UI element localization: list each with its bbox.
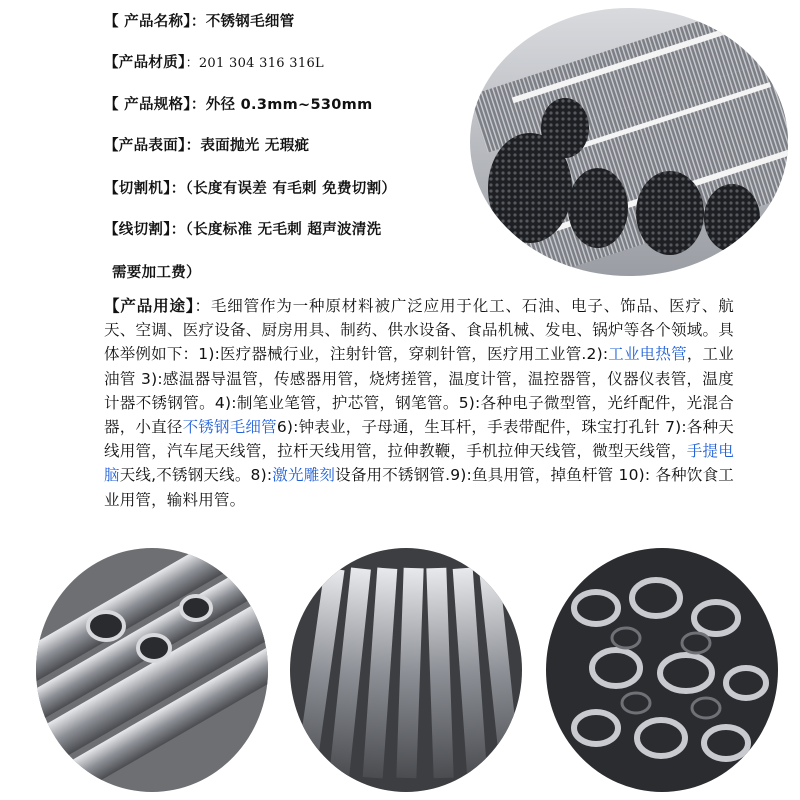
usage-text: ：毛细管作为一种原材料被广泛应用于化工、石油、电子、饰品、医疗、航天、空调、医疗设备、厨房用具、制药、供水设备、食品机械、发电、锅炉等各个领域。具体举例如下：1):医疗器械行业，注射针管，穿刺针管，医疗用工业管.2): xyxy=(104,297,734,364)
product-usage-paragraph xyxy=(104,294,734,512)
usage-heading: 【产品用途】 xyxy=(104,297,195,315)
spec-value: ：（长度有误差 有毛刺 免费切割） xyxy=(170,181,397,197)
spec-label: 【切割机】 xyxy=(104,181,171,197)
spec-value: ：表面抛光 无瑕疵 xyxy=(185,138,310,154)
usage-text: ，工业油管 3):感温器导温管，传感器用管，烧烤搓管，温度计管，温控器管，仪器仪表管，温度计器不锈钢管。4):制笔业笔管，护芯管，钢笔管。5):各种电子微型管，光纤配件，光混合器，小直径 xyxy=(104,345,734,437)
spec-product-name xyxy=(104,10,295,31)
usage-text: 天线,不锈钢天线。8): xyxy=(119,466,273,485)
spec-size xyxy=(104,93,373,114)
spec-value: ：（长度标准 无毛刺 超声波清洗 xyxy=(170,222,382,238)
spec-label: 【 产品名称】 xyxy=(104,14,191,30)
usage-text: 设备用不锈钢管.9):鱼具用管，掉鱼杆管 10): 各种饮食工业用管，输料用管。 xyxy=(104,466,734,509)
tubes-row-image xyxy=(290,548,522,792)
short-tube-pieces-image xyxy=(546,548,778,792)
link-stainless-capillary[interactable]: 不锈钢毛细管 xyxy=(182,418,277,437)
link-industrial-heating-tube[interactable]: 工业电热管 xyxy=(608,345,687,364)
spec-label: 【产品材质】 xyxy=(104,55,186,71)
spec-value: ：外径 0.3mm~530mm xyxy=(190,97,373,113)
spec-surface xyxy=(104,134,309,155)
spec-label: 【 产品规格】 xyxy=(104,97,191,113)
spec-value: ：不锈钢毛细管 xyxy=(190,14,295,30)
link-laptop[interactable]: 手提电脑 xyxy=(104,442,734,485)
spec-value: 需要加工费） xyxy=(112,265,201,281)
link-laser-engraving[interactable]: 激光雕刻 xyxy=(272,466,336,485)
spec-label: 【线切割】 xyxy=(104,222,171,238)
tube-bundles-image xyxy=(470,8,788,276)
spec-wire-cutting xyxy=(104,218,381,239)
spec-value: ：201 304 316 316L xyxy=(185,56,324,71)
spec-label: 【产品表面】 xyxy=(104,138,186,154)
spec-cutting-machine xyxy=(104,177,396,198)
spec-wire-cutting-note xyxy=(112,261,201,282)
usage-text: 6):钟表业，子母通，生耳杆，手表带配件，珠宝打孔针 7):各种天线用管，汽车尾天线管，拉杆天线用管，拉伸教鞭，手机拉伸天线管，微型天线管， xyxy=(104,418,734,461)
tubes-closeup-image xyxy=(36,548,268,792)
spec-material xyxy=(104,51,324,72)
